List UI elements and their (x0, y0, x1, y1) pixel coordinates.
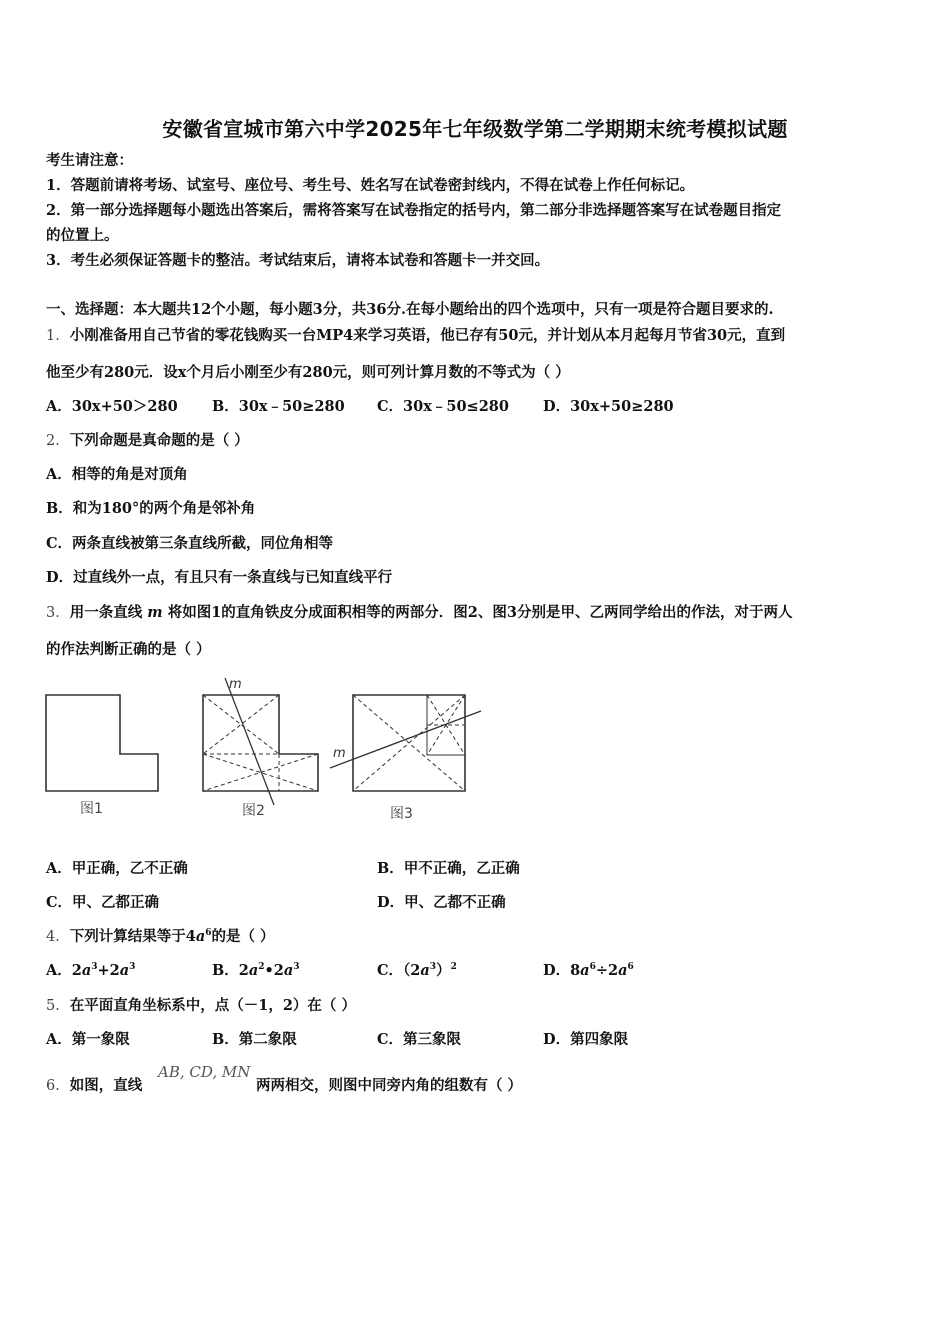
notice-item-3: 3．考生必须保证答题卡的整洁。考试结束后，请将本试卷和答题卡一并交回。 (46, 252, 550, 269)
page-title: 安徽省宣城市第六中学2025年七年级数学第二学期期末统考模拟试题 (162, 117, 788, 141)
question-1-line-2: 他至少有280元．设x个月后小刚至少有280元，则可列计算月数的不等式为（ ） (46, 364, 570, 381)
q1-option-b: B．30x﹣50≥280 (212, 398, 345, 415)
question-3-line-1: 3．用一条直线 m 将如图1的直角铁皮分成面积相等的两部分．图2、图3分别是甲、乙两同学给出的作法，对于两人 (46, 604, 793, 621)
question-3-line-2: 的作法判断正确的是（ ） (46, 641, 211, 658)
figure-1-l-shape (46, 695, 158, 791)
q4-option-d: D．$8a^6\div 2a^6$ (543, 962, 634, 979)
question-6-stem-a: 6．如图，直线 (46, 1077, 143, 1094)
q2-option-b: B．和为180°的两个角是邻补角 (46, 500, 256, 517)
figure-3-line-m-label: m (333, 746, 346, 761)
q4-option-c: C．$(2a^3)^2$ (377, 962, 457, 979)
figure-2-line-m (225, 678, 274, 805)
q4-option-b: B．$2a^2•2a^3$ (212, 962, 300, 979)
q1-option-c: C．30x﹣50≤280 (377, 398, 509, 415)
q5-option-d: D．第四象限 (543, 1031, 629, 1048)
figure-3-label: 图3 (390, 806, 413, 822)
question-4-stem: 4．下列计算结果等于$4a^6$的是（ ） (46, 928, 275, 945)
figure-3-l-shape (353, 695, 465, 791)
q3-option-c: C．甲、乙都正确 (46, 894, 160, 911)
section-heading: 一、选择题：本大题共12个小题，每小题3分，共36分.在每小题给出的四个选项中，只有一项是符合题目要求的. (46, 301, 774, 318)
figure-2-line-m-label: m (229, 677, 242, 692)
q5-option-b: B．第二象限 (212, 1031, 297, 1048)
q4-option-a: A．$2a^3+2a^3$ (46, 962, 136, 979)
question-2-stem: 2．下列命题是真命题的是（ ） (46, 432, 249, 449)
question-6-stem-b: 两两相交，则图中同旁内角的组数有（ ） (256, 1077, 523, 1094)
q3-option-b: B．甲不正确，乙正确 (377, 860, 520, 877)
q2-option-d: D．过直线外一点，有且只有一条直线与已知直线平行 (46, 569, 393, 586)
figure-1-label: 图1 (80, 801, 103, 817)
q5-option-a: A．第一象限 (46, 1031, 130, 1048)
q3-option-a: A．甲正确，乙不正确 (46, 860, 188, 877)
figure-2-l-shape (203, 695, 318, 791)
q1-option-a: A．30x+50＞280 (46, 398, 178, 415)
question-1-line-1: 1．小刚准备用自己节省的零花钱购买一台MP4来学习英语，他已存有50元，并计划从本月起每月节省30元，直到 (46, 327, 786, 344)
q6-math-lines: AB, CD, MN (158, 1063, 251, 1081)
question-number: 1． (46, 328, 70, 344)
q1-option-d: D．30x+50≥280 (543, 398, 674, 415)
question-number: 4． (46, 929, 70, 945)
question-number: 2． (46, 433, 70, 449)
notice-item-2: 2．第一部分选择题每小题选出答案后，需将答案写在试卷指定的括号内，第二部分非选择题答案写在试卷题目指定 (46, 202, 782, 219)
notice-heading: 考生请注意： (46, 152, 133, 169)
q3-option-d: D．甲、乙都不正确 (377, 894, 506, 911)
question-number: 5． (46, 998, 70, 1014)
figure-2-label: 图2 (242, 803, 265, 819)
question-number: 6． (46, 1078, 70, 1094)
notice-item-1: 1．答题前请将考场、试室号、座位号、考生号、姓名写在试卷密封线内，不得在试卷上作任何标记。 (46, 177, 695, 194)
question-5-stem: 5．在平面直角坐标系中，点（－1，2）在（ ） (46, 997, 356, 1014)
q2-option-c: C．两条直线被第三条直线所截，同位角相等 (46, 535, 334, 552)
q3-figures (0, 670, 950, 830)
question-number: 3． (46, 605, 70, 621)
q2-option-a: A．相等的角是对顶角 (46, 466, 188, 483)
notice-item-2-cont: 的位置上。 (46, 227, 119, 244)
q5-option-c: C．第三象限 (377, 1031, 462, 1048)
